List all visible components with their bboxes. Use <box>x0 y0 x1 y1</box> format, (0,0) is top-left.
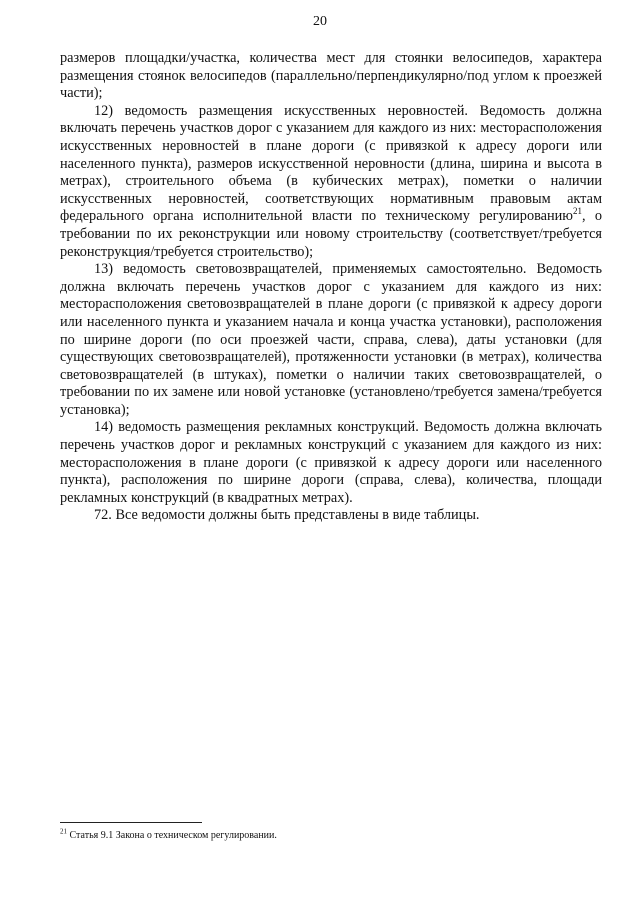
body-text <box>60 50 602 525</box>
footnote-divider <box>60 822 202 823</box>
paragraph-item-14: 14) ведомость размещения рекламных конструкций. Ведомость должна включать перечень участков дорог и рекламных конструкций с указанием для каждого из них: месторасположения в плане дороги (с привязкой к адресу дороги или населенного пункта), расположения по ширине дороги (справа, слева), количества, площади рекламных конструкций (в квадратных метрах). <box>60 419 602 506</box>
paragraph-item-13: 13) ведомость световозвращателей, применяемых самостоятельно. Ведомость должна включать перечень участков дорог с указанием для каждого из них: месторасположения световозвращателей в плане дороги (с привязкой к адресу дороги или населенного пункта и указанием начала и конца участка установки), расположения по ширине дороги (по оси проезжей части, справа, слева), даты установки (для существующих световозвращателей), протяженности установки (в метрах), количества световозвращателей (в штуках), пометки о наличии таких световозвращателей, о требовании по их замене или новой установке (установлено/требуется замена/требуется установка); <box>60 261 602 418</box>
page-number: 20 <box>313 14 327 29</box>
footnote <box>60 827 602 842</box>
footnote-number: 21 <box>60 827 67 836</box>
paragraph-item-12: 12) ведомость размещения искусственных неровностей. Ведомость должна включать перечень участков дорог с указанием для каждого из них: месторасположения искусственных неровностей в плане дороги (с привязкой к адресу дороги или населенного пункта), размеров искусственной неровности (длина, ширина и высота в метрах), строительного объема (в кубических метрах), пометки о наличии искусственных неровностей, соответствующих нормативным правовым актам федерального органа исполнительной власти по техническому регулированию$^{21}$, о требовании по их реконструкции или новому строительству (соответствует/требуется реконструкция/требуется строительство); <box>60 102 602 260</box>
footnote-reference: 21 <box>573 206 582 217</box>
footnote-text: Статья 9.1 Закона о техническом регулировании. <box>67 830 277 841</box>
paragraph-item-72: 72. Все ведомости должны быть представлены в виде таблицы. <box>94 507 480 524</box>
paragraph-continuation: размеров площадки/участка, количества мест для стоянки велосипедов, характера размещения стоянок велосипедов (параллельно/перпендикулярно/под углом к проезжей части); <box>60 50 602 102</box>
